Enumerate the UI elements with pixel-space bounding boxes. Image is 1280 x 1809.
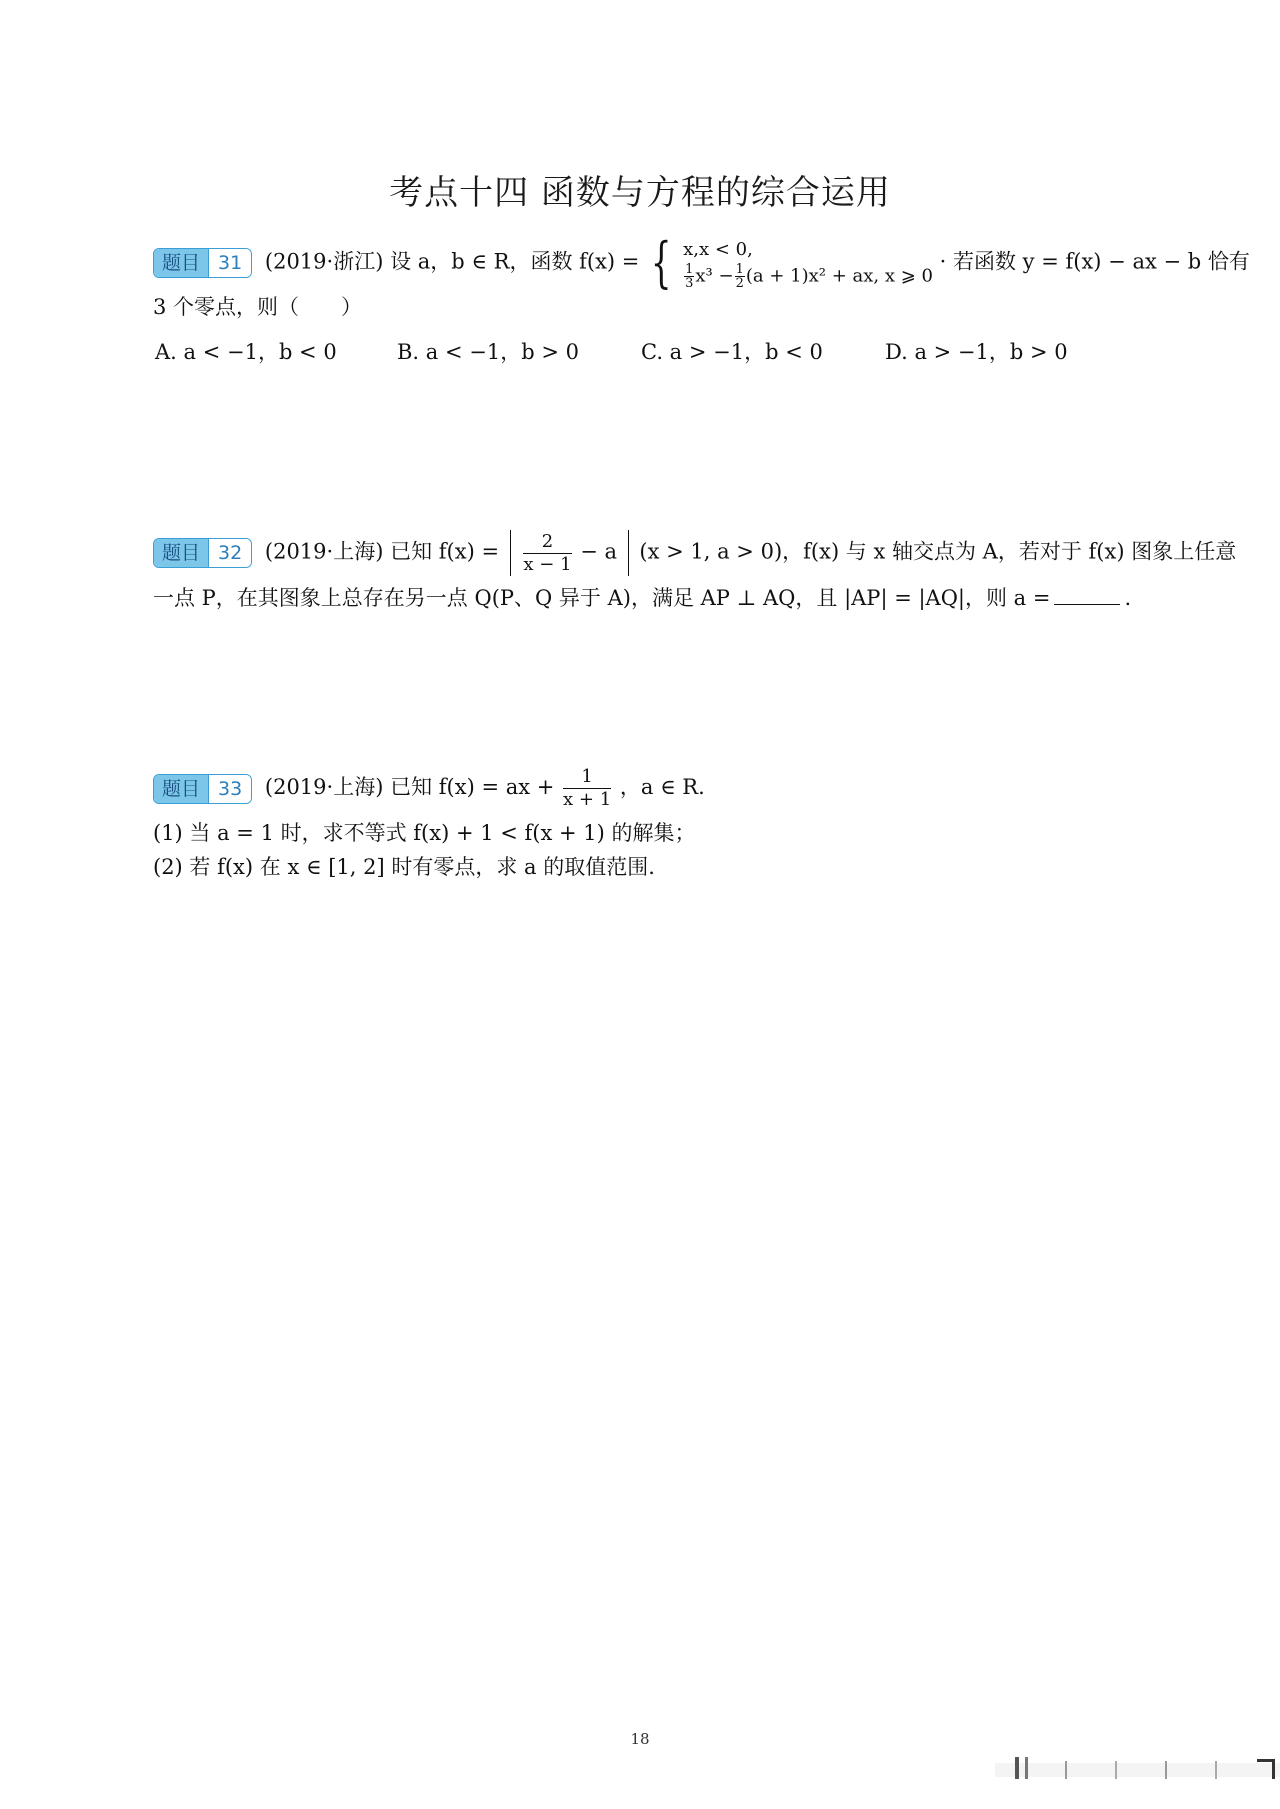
badge-label: 题目 [154, 775, 208, 803]
badge-number: 31 [208, 249, 251, 277]
case-2: $\frac{1}{3}$ x³ − $\frac{1}{2}$ (a + 1)x² + ax, x ⩾ 0 [685, 261, 933, 291]
fraction: $\frac{1}{x + 1}$ [563, 766, 612, 810]
option-d[interactable]: D. a > −1，b > 0 [885, 340, 1068, 364]
answer-blank[interactable] [1054, 582, 1120, 605]
problem-31-line2: 3 个零点，则（ ） [153, 295, 363, 319]
problem-32-line2 [153, 582, 1131, 613]
problem-tail: (x > 1, a > 0)，f(x) 与 x 轴交点为 A，若对于 f(x) 图象上任意 [639, 539, 1237, 564]
problem-text: 一点 P，在其图象上总存在另一点 Q(P、Q 异于 A)，满足 AP ⊥ AQ，且 |AP| = |AQ|，则 a = [153, 586, 1051, 610]
problem-tail: ，a ∈ R. [619, 775, 705, 799]
scan-artifact-bar [995, 1753, 1280, 1781]
problem-33-sub1: (1) 当 a = 1 时，求不等式 f(x) + 1 < f(x + 1) 的解集； [153, 821, 696, 845]
option-a[interactable]: A. a < −1，b < 0 [155, 340, 337, 364]
problem-32-line1 [153, 530, 1236, 576]
problem-tail: · 若函数 y = f(x) − ax − b 恰有 [939, 249, 1250, 274]
period: . [1124, 586, 1132, 610]
badge-number: 32 [208, 539, 251, 567]
piecewise-cases [683, 237, 933, 290]
problem-source: (2019·上海) [264, 539, 384, 564]
badge-label: 题目 [154, 249, 208, 277]
problem-intro: 已知 f(x) = [390, 539, 500, 564]
case-1: x,x < 0, [683, 238, 753, 260]
page-title: 考点十四 函数与方程的综合运用 [389, 173, 891, 213]
problem-31-line1 [153, 231, 1250, 294]
page-number: 18 [630, 1730, 650, 1748]
problem-intro: 已知 f(x) = ax + [390, 775, 555, 799]
after-fraction: − a [580, 539, 618, 564]
abs-bar-left [510, 530, 511, 576]
abs-bar-right [628, 530, 629, 576]
problem-badge-32 [153, 538, 252, 568]
problem-badge-33 [153, 774, 252, 804]
problem-intro: 设 a，b ∈ R，函数 f(x) = [390, 249, 640, 274]
option-c[interactable]: C. a > −1，b < 0 [641, 340, 823, 364]
problem-source: (2019·上海) [264, 775, 384, 799]
badge-number: 33 [208, 775, 251, 803]
cases-brace: { [650, 231, 672, 294]
problem-33-line1 [153, 766, 705, 811]
fraction: $\frac{2}{x - 1}$ [523, 530, 572, 575]
problem-33-sub2: (2) 若 f(x) 在 x ∈ [1, 2] 时有零点，求 a 的取值范围. [153, 855, 655, 879]
problem-source: (2019·浙江) [264, 249, 384, 274]
badge-label: 题目 [154, 539, 208, 567]
problem-badge-31 [153, 248, 252, 278]
option-b[interactable]: B. a < −1，b > 0 [397, 340, 579, 364]
